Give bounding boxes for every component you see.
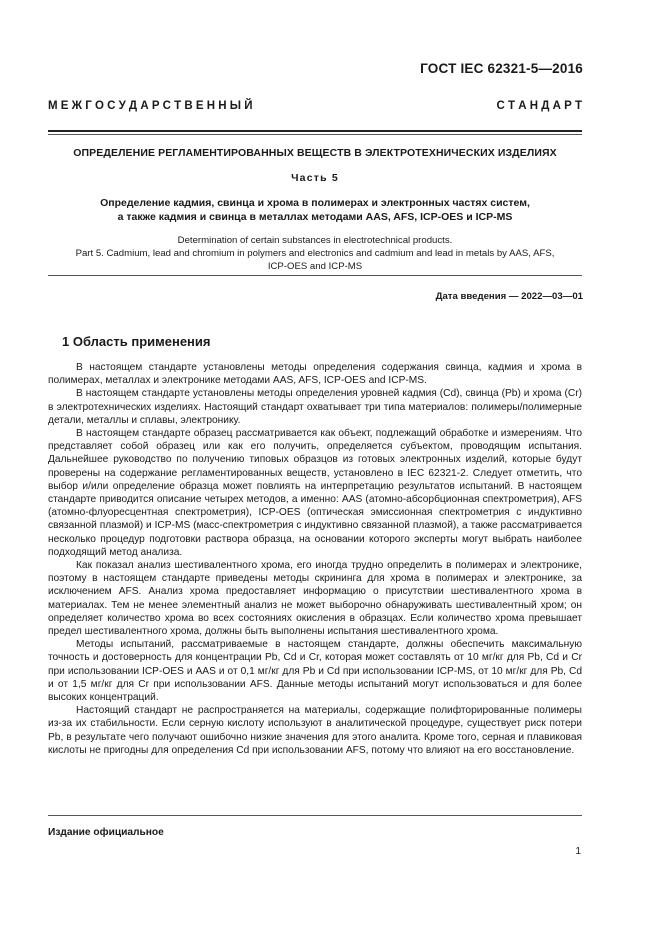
official-edition-label: Издание официальное [48,827,164,838]
english-title [48,235,582,273]
introduction-date: Дата введения — 2022—03—01 [435,291,583,302]
page-number: 1 [575,846,581,857]
body-paragraph: Как показал анализ шестивалентного хрома, его иногда трудно определить в полимерах и электронике, поэтому в настоящем стандарте приведены методы скрининга для хрома в полимерах и электронике, за исключением AFS. Анализ хрома предоставляет информацию о присутствии шестивалентного хрома в материалах. Тем не менее элементный анализ не может выборочно обнаруживать шестивалентный хром; он определяет количество хрома во всех состояниях окисления в образцах. Если количество хрома превышает предел шестивалентного хрома, должны быть выполнены испытания шестивалентного хрома. [48,560,582,638]
subtitle-line: а также кадмия и свинца в металлах методами AAS, AFS, ICP-OES и ICP-MS [117,211,513,223]
body-paragraph: В настоящем стандарте установлены методы определения содержания свинца, кадмия и хрома в полимерах, металлах и электронике методами AAS, AFS, ICP-OES and ICP-MS. [48,362,582,387]
body-paragraph: В настоящем стандарте установлены методы определения уровней кадмия (Cd), свинца (Pb) и хрома (Cr) в электротехнических изделиях. Настоящий стандарт охватывает три типа материалов: полимеры/полимерные детали, металлы и сплавы, электронику. [48,388,582,426]
document-title: ОПРЕДЕЛЕНИЕ РЕГЛАМЕНТИРОВАННЫХ ВЕЩЕСТВ В ЭЛЕКТРОТЕХНИЧЕСКИХ ИЗДЕЛИЯХ [73,147,557,159]
body-paragraph: Методы испытаний, рассматриваемые в настоящем стандарте, должны обеспечить максимальную точность и достоверность для концентрации Pb, Cd и Cr, которая может составлять от 10 мг/кг для Pb, Cd и Cr при использовании ICP-OES и AAS и от 0,1 мг/кг для Pb и Cd при использовании ICP-MS, от 10 мг/кг для Pb, Cd и от 1,5 мг/кг для Cr при использовании AFS. Данные методы испытаний могут использоваться и для более высоких концентраций. [48,639,582,704]
english-title-line: Determination of certain substances in electrotechnical products. [177,235,453,246]
section-body [48,361,582,757]
title-separator-rule [48,275,582,276]
part-subtitle [48,196,582,224]
band-word-interstate: М Е Ж Г О С У Д А Р С Т В Е Н Н Ы Й [48,100,253,112]
body-paragraph: В настоящем стандарте образец рассматривается как объект, подлежащий обработке и измерениям. Что представляет собой образец или как его получить, определяется субъектом, проводящим испытания. Дальнейшее руководство по получению типовых образцов из готовых электронных изделий, которые будут проверены на содержание регламентированных веществ, установлено в IEC 62321-2. Следует отметить, что выбор и/или определение образца может повлиять на интерпретацию результатов испытаний. В настоящем стандарте приводится описание четырех методов, а именно: AAS (атомно-абсорбционная спектрометрия), AFS (атомно-флуоресцентная спектрометрия), ICP-OES (оптическая эмиссионная спектрометрия с индуктивно связанной плазмой) и ICP-MS (масс-спектрометрия с индуктивно связанной плазмой), а также рассматривается несколько процедур подготовки раствора образца, на основании которого эксперты могут выбрать наиболее подходящий метод анализа. [48,428,582,558]
english-title-line: Part 5. Cadmium, lead and chromium in polymers and electronics and cadmium and lead in metals by AAS, AFS, [75,247,555,259]
document-code: ГОСТ IEC 62321-5—2016 [420,61,583,76]
band-word-standard: С Т А Н Д А Р Т [496,100,582,112]
section-heading: 1 Область применения [62,334,211,349]
footer-rule [48,815,582,816]
standard-type-band [48,100,582,112]
english-title-line: ICP-OES and ICP-MS [267,260,363,272]
subtitle-line: Определение кадмия, свинца и хрома в полимерах и электронных частях систем, [100,197,530,209]
body-paragraph: Настоящий стандарт не распространяется на материалы, содержащие полифторированные полимеры из-за их стабильности. Если серную кислоту используют в аналитической процедуре, существует риск потери Pb, в результате чего получают ошибочно низкие значения для этого аналита. Кроме того, серная и плавиковая кислоты не пригодны для определения Cd при использовании AFS, потому что влияют на его восстановление. [48,705,582,756]
part-number: Часть 5 [291,172,339,184]
header-rule-thin [48,134,582,135]
header-rule-thick [48,130,582,132]
